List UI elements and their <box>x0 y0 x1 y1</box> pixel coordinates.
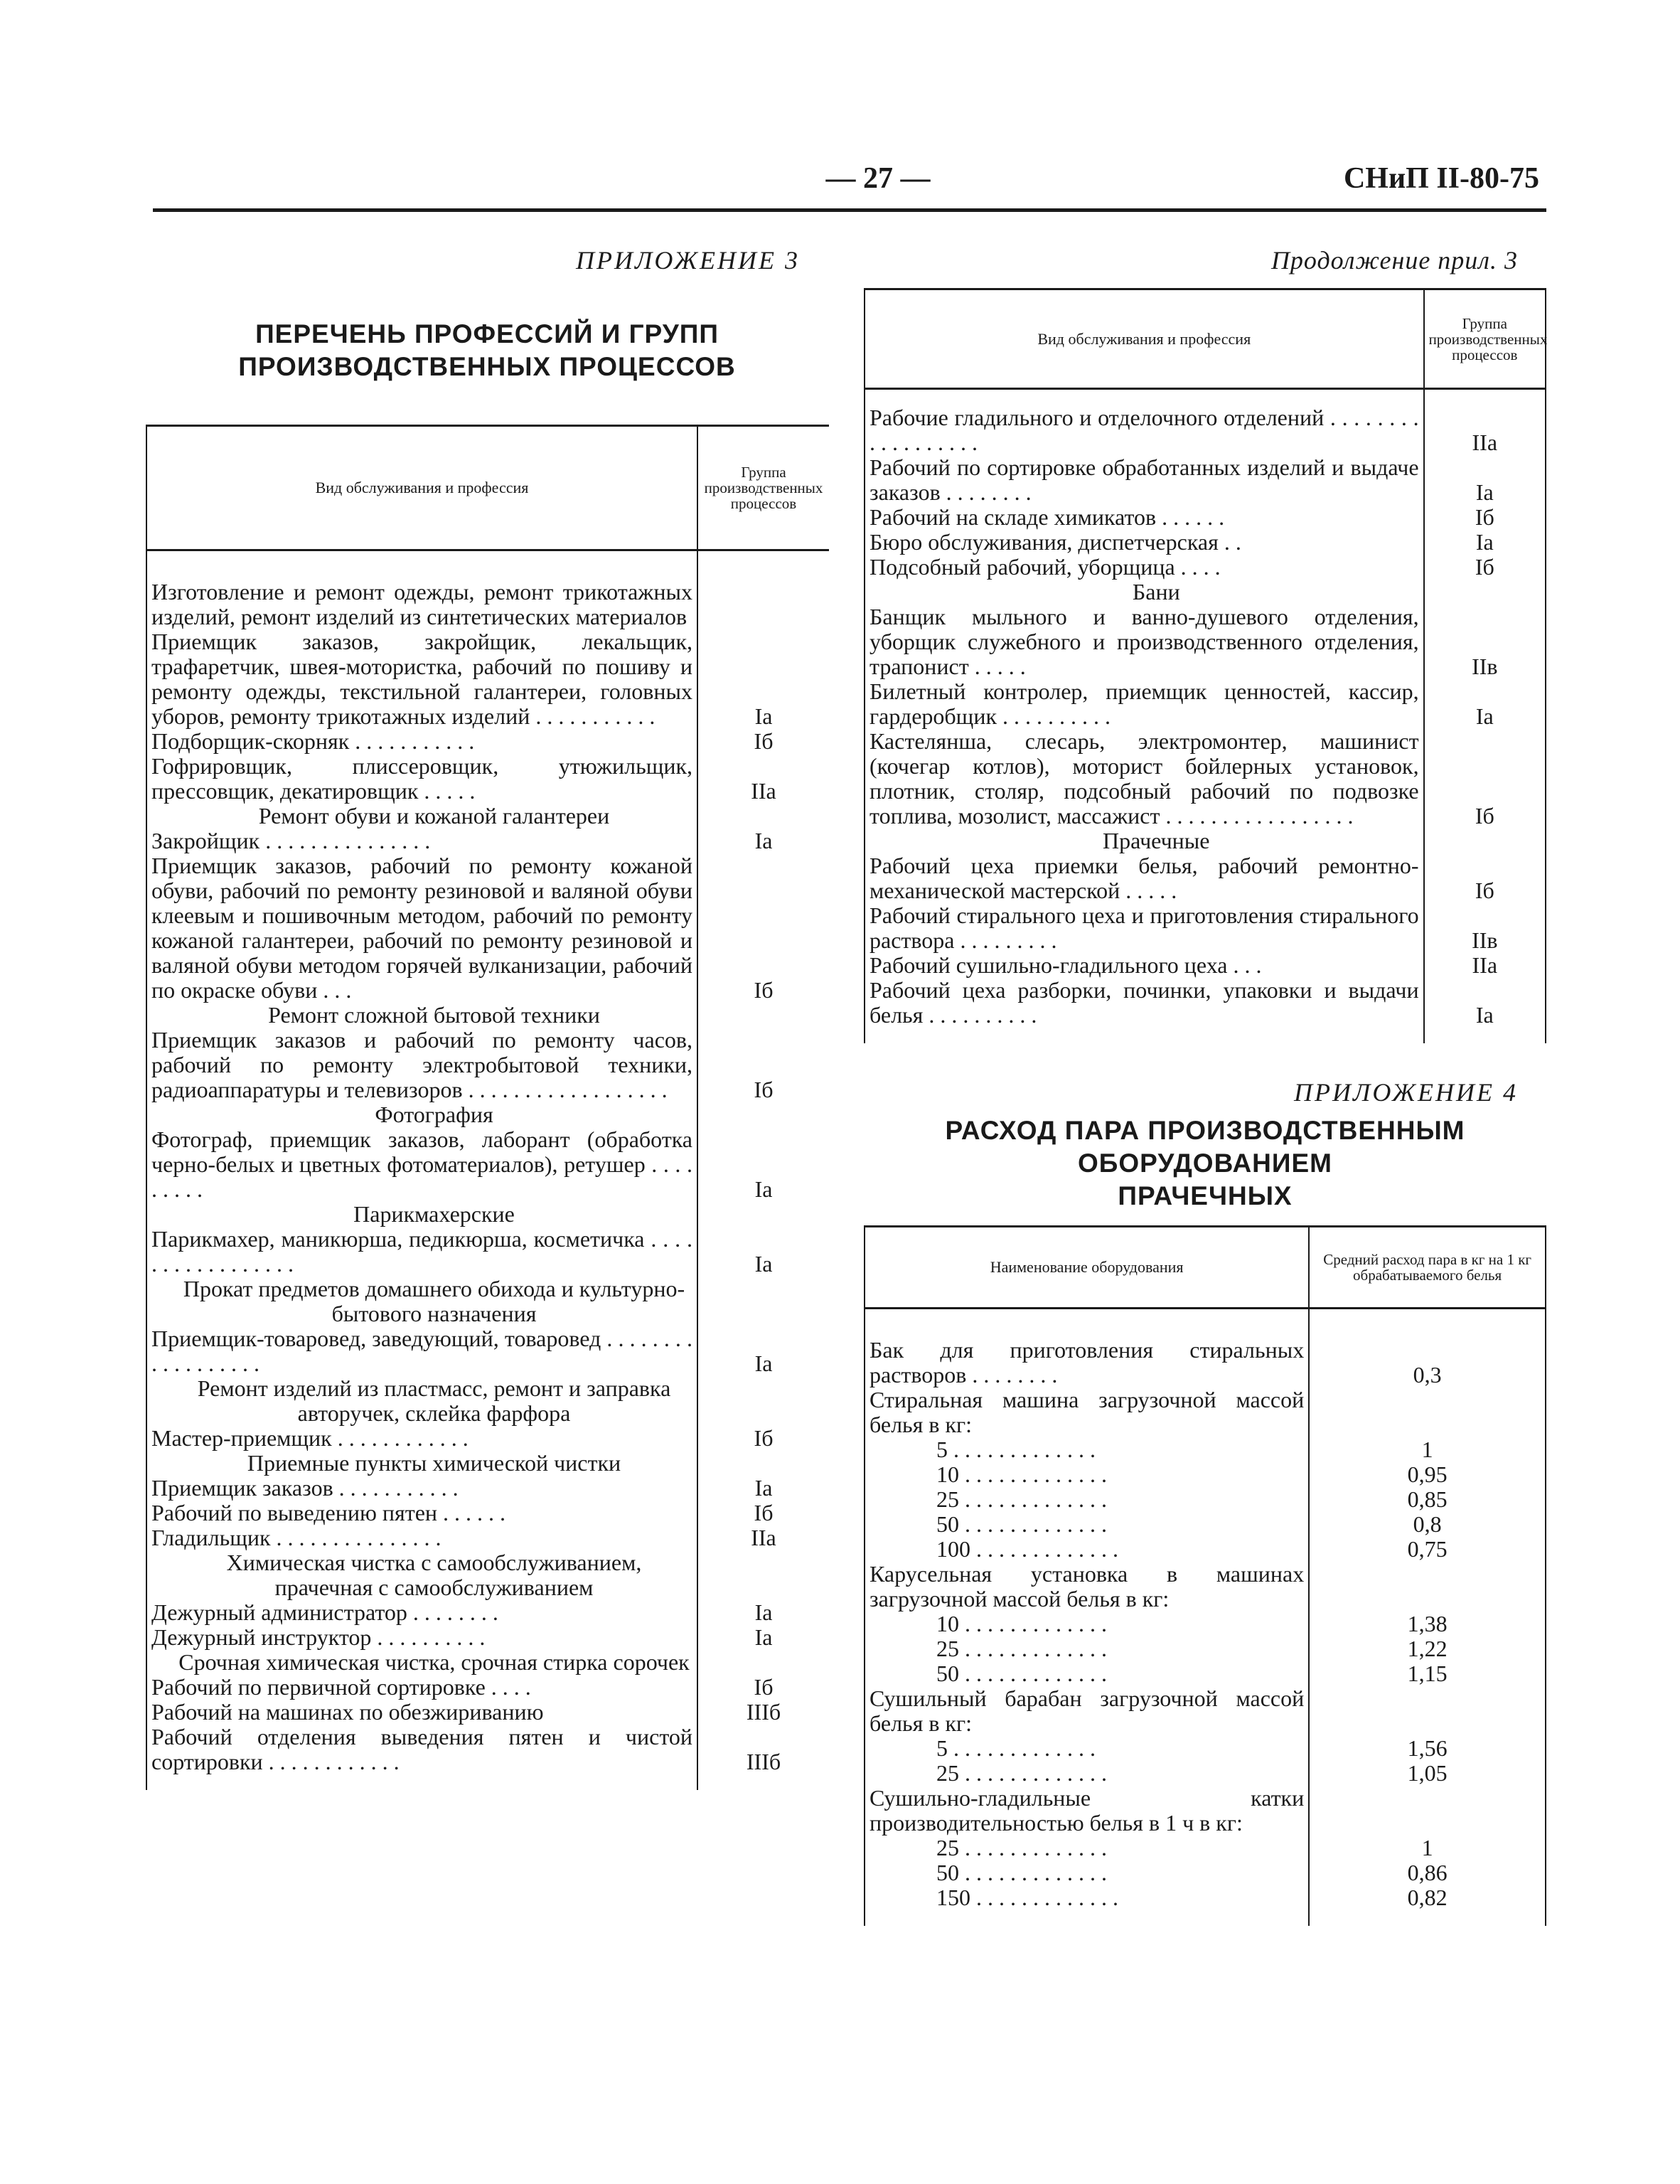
row-label: Гладильщик . . . . . . . . . . . . . . . <box>151 1525 442 1550</box>
row-label: 25 . . . . . . . . . . . . . <box>936 1636 1107 1661</box>
row-label: Рабочий на складе химикатов . . . . . . <box>870 504 1225 530</box>
section-heading-row <box>146 1102 829 1127</box>
row-group: Iа <box>697 1127 829 1202</box>
table-row <box>865 555 1546 580</box>
table-row <box>865 1636 1546 1661</box>
row-label: Банщик мыльного и ванно-душевого отделения, уборщик служебного и производственного отделения, трапонист . . . . . <box>870 604 1419 679</box>
row-group: Iа <box>697 829 829 853</box>
row-label: 100 . . . . . . . . . . . . . <box>936 1536 1118 1562</box>
table-row <box>865 1786 1546 1836</box>
table-row <box>865 1537 1546 1562</box>
row-label: Приемщик заказов и рабочий по ремонту часов, рабочий по ремонту электробытовой техники, радиоаппаратуры и телевизоров . . . . . . . . . . . . . . . . . . <box>151 1027 692 1102</box>
row-group <box>697 1102 829 1127</box>
row-label: Бюро обслуживания, диспетчерская . . <box>870 529 1241 555</box>
row-value: 1,15 <box>1309 1661 1546 1686</box>
table-row <box>865 1885 1546 1910</box>
row-group <box>697 1277 829 1326</box>
page-header <box>153 160 1546 212</box>
row-value <box>1309 1686 1546 1736</box>
column-header-equipment: Наименование оборудования <box>990 1258 1184 1276</box>
row-value: 1 <box>1309 1437 1546 1462</box>
row-value: 0,95 <box>1309 1462 1546 1487</box>
section-heading: Парикмахерские <box>353 1201 515 1227</box>
section-heading: Химическая чистка с самообслуживанием, прачечная с самообслуживанием <box>226 1550 642 1600</box>
professions-table <box>146 425 829 1790</box>
row-label: Рабочий отделения выведения пятен и чистой сортировки . . . . . . . . . . . . <box>151 1724 692 1774</box>
row-value: 0,75 <box>1309 1537 1546 1562</box>
professions-continuation-table-body <box>865 389 1546 1044</box>
row-value: 1,38 <box>1309 1612 1546 1636</box>
row-label: Фотограф, приемщик заказов, лаборант (обработка черно-белых и цветных фотоматериалов), ретушер . . . . . . . . . <box>151 1126 692 1202</box>
row-value: 0,82 <box>1309 1885 1546 1910</box>
table-row <box>865 1462 1546 1487</box>
table-row <box>146 1675 829 1700</box>
table-row <box>146 1476 829 1501</box>
table-row <box>865 679 1546 729</box>
table-row <box>865 1761 1546 1786</box>
table-row <box>865 1487 1546 1512</box>
row-value: 1 <box>1309 1836 1546 1860</box>
column-header-group: Группа производственных процессов <box>1424 289 1546 389</box>
row-label: Стиральная машина загрузочной массой белья в кг: <box>870 1387 1305 1437</box>
row-label: Приемщик заказов, закройщик, лекальщик, трафаретчик, швея-мотористка, рабочий по пошиву и ремонту одежды, текстильной галантереи, головных уборов, ремонту трикотажных изделий . . . . . . . . . . . <box>151 629 692 729</box>
table-row <box>146 580 829 629</box>
row-label: Рабочий стирального цеха и приготовления стирального раствора . . . . . . . . . <box>870 902 1419 953</box>
row-value: 0,85 <box>1309 1487 1546 1512</box>
section-heading-row <box>146 804 829 829</box>
table-row <box>865 1437 1546 1462</box>
right-column <box>864 245 1546 1926</box>
row-label: Дежурный инструктор . . . . . . . . . . <box>151 1624 486 1650</box>
row-group: IIIб <box>697 1700 829 1725</box>
row-label: Рабочий по сортировке обработанных изделий и выдаче заказов . . . . . . . . <box>870 454 1419 505</box>
row-label: 50 . . . . . . . . . . . . . <box>936 1661 1107 1686</box>
row-label: 50 . . . . . . . . . . . . . <box>936 1860 1107 1885</box>
table-row <box>865 729 1546 829</box>
section-heading: Прокат предметов домашнего обихода и культурно-бытового назначения <box>183 1276 685 1326</box>
row-value <box>1309 1786 1546 1836</box>
table-row <box>146 1525 829 1550</box>
table-row <box>865 1661 1546 1686</box>
appendix-3-title: ПЕРЕЧЕНЬ ПРОФЕССИЙ И ГРУПП ПРОИЗВОДСТВЕННЫХ ПРОЦЕССОВ <box>238 319 736 381</box>
column-header-group: Группа производственных процессов <box>697 426 829 550</box>
column-header-profession: Вид обслуживания и профессия <box>1037 329 1251 348</box>
row-label: Кастелянша, слесарь, электромонтер, машинист (кочегар котлов), моторист бойлерных установок, плотник, столяр, подсобный рабочий по подвозке топлива, мозолист, массажист . . . . . . . . . . . . . . . . . <box>870 728 1419 829</box>
row-label: 150 . . . . . . . . . . . . . <box>936 1885 1118 1910</box>
row-group <box>697 1376 829 1426</box>
table-row <box>865 978 1546 1028</box>
row-group: Iа <box>1424 978 1546 1028</box>
section-heading-row <box>146 1550 829 1600</box>
column-header-profession: Вид обслуживания и профессия <box>315 479 529 496</box>
row-label: Приемщик-товаровед, заведующий, товаровед . . . . . . . . . . . . . . . . . . <box>151 1326 692 1376</box>
section-heading-row <box>146 1277 829 1326</box>
row-label: Приемщик заказов, рабочий по ремонту кожаной обуви, рабочий по ремонту резиновой и валяной обуви клеевым и пошивочным методом, рабочий по ремонту кожаной галантереи, рабочий по ремонту резиновой и валяной обуви методом горячей вулканизации, рабочий по окраске обуви . . . <box>151 853 692 1003</box>
row-label: 25 . . . . . . . . . . . . . <box>936 1760 1107 1786</box>
row-label: Приемщик заказов . . . . . . . . . . . <box>151 1475 459 1501</box>
steam-consumption-table <box>864 1225 1546 1926</box>
table-row <box>865 455 1546 505</box>
row-group: IIв <box>1424 903 1546 953</box>
table-row <box>865 1836 1546 1860</box>
table-row <box>865 853 1546 903</box>
row-group: Iб <box>1424 853 1546 903</box>
row-label: 50 . . . . . . . . . . . . . <box>936 1511 1107 1537</box>
section-heading: Срочная химическая чистка, срочная стирка сорочек <box>178 1649 690 1675</box>
row-group: IIв <box>1424 604 1546 679</box>
section-heading-row <box>865 829 1546 853</box>
table-row <box>146 1700 829 1725</box>
table-row <box>865 405 1546 455</box>
section-heading-row <box>865 580 1546 604</box>
row-group <box>697 1451 829 1476</box>
row-group: Iа <box>1424 530 1546 555</box>
table-row <box>146 853 829 1003</box>
row-label: 5 . . . . . . . . . . . . . <box>936 1735 1096 1761</box>
table-row <box>146 1600 829 1625</box>
section-heading: Приемные пункты химической чистки <box>247 1450 621 1476</box>
row-label: Рабочий цеха приемки белья, рабочий ремонтно-механической мастерской . . . . . <box>870 853 1419 903</box>
table-row <box>146 629 829 729</box>
row-group: IIа <box>1424 405 1546 455</box>
column-header-steam-consumption: Средний расход пара в кг на 1 кг обрабатываемого белья <box>1309 1227 1546 1309</box>
table-row <box>865 505 1546 530</box>
row-label: Рабочий цеха разборки, починки, упаковки и выдачи белья . . . . . . . . . . <box>870 977 1419 1028</box>
table-row <box>146 1028 829 1102</box>
row-group: Iа <box>697 1625 829 1650</box>
document-code: СНиП II-80-75 <box>1343 162 1539 195</box>
section-heading: Ремонт обуви и кожаной галантереи <box>258 803 610 829</box>
row-label: Парикмахер, маникюрша, педикюрша, косметичка . . . . . . . . . . . . . . . . . <box>151 1226 692 1277</box>
row-value: 1,56 <box>1309 1736 1546 1761</box>
row-group: Iб <box>697 1501 829 1525</box>
appendix-3-label: ПРИЛОЖЕНИЕ 3 <box>576 246 800 275</box>
professions-continuation-table <box>864 288 1546 1043</box>
row-label: Карусельная установка в машинах загрузочной массой белья в кг: <box>870 1561 1305 1612</box>
table-row <box>865 1736 1546 1761</box>
row-group: Iа <box>697 1227 829 1277</box>
section-heading: Фотография <box>375 1102 493 1127</box>
table-row <box>146 1501 829 1525</box>
table-row <box>146 1326 829 1376</box>
row-group: Iб <box>697 729 829 754</box>
table-row <box>865 1512 1546 1537</box>
table-row <box>865 953 1546 978</box>
row-group <box>697 1650 829 1675</box>
row-value: 0,8 <box>1309 1512 1546 1537</box>
table-row <box>865 1686 1546 1736</box>
table-row <box>865 1562 1546 1612</box>
section-heading: Прачечные <box>1103 828 1210 853</box>
row-value: 1,22 <box>1309 1636 1546 1661</box>
row-label: Рабочий сушильно-гладильного цеха . . . <box>870 952 1262 978</box>
row-group: IIа <box>697 754 829 804</box>
row-label: Мастер-приемщик . . . . . . . . . . . . <box>151 1425 469 1451</box>
table-row <box>146 754 829 804</box>
row-label: Изготовление и ремонт одежды, ремонт трикотажных изделий, ремонт изделий из синтетических материалов <box>151 579 692 629</box>
table-row <box>146 1426 829 1451</box>
row-group: IIIб <box>697 1725 829 1774</box>
row-group: Iб <box>697 1426 829 1451</box>
table-row <box>146 1625 829 1650</box>
page-number: — 27 — <box>825 162 931 195</box>
row-label: 25 . . . . . . . . . . . . . <box>936 1486 1107 1512</box>
table-row <box>865 903 1546 953</box>
row-group <box>1424 829 1546 853</box>
row-value <box>1309 1387 1546 1437</box>
row-group: Iб <box>697 853 829 1003</box>
table-row <box>865 1338 1546 1387</box>
table-row <box>865 1387 1546 1437</box>
row-label: Рабочий на машинах по обезжириванию <box>151 1699 544 1725</box>
row-group <box>697 1202 829 1227</box>
appendix-4-title: РАСХОД ПАРА ПРОИЗВОДСТВЕННЫМ ОБОРУДОВАНИЕМ ПРАЧЕЧНЫХ <box>945 1116 1465 1210</box>
row-label: Подборщик-скорняк . . . . . . . . . . . <box>151 728 475 754</box>
row-value <box>1309 1562 1546 1612</box>
row-label: Рабочий по выведению пятен . . . . . . <box>151 1500 506 1525</box>
row-label: 5 . . . . . . . . . . . . . <box>936 1437 1096 1462</box>
section-heading: Бани <box>1132 579 1180 604</box>
row-group: Iб <box>697 1675 829 1700</box>
row-label: Рабочий по первичной сортировке . . . . <box>151 1674 531 1700</box>
row-label: Дежурный администратор . . . . . . . . <box>151 1599 498 1625</box>
row-group <box>697 1550 829 1600</box>
row-label: Бак для приготовления стиральных растворов . . . . . . . . <box>870 1337 1305 1387</box>
table-row <box>865 1860 1546 1885</box>
row-group: Iа <box>697 1600 829 1625</box>
row-label: 25 . . . . . . . . . . . . . <box>936 1835 1107 1860</box>
row-group <box>697 1003 829 1028</box>
section-heading-row <box>146 1376 829 1426</box>
row-group: Iа <box>697 1476 829 1501</box>
row-group: Iб <box>1424 729 1546 829</box>
row-value: 0,86 <box>1309 1860 1546 1885</box>
table-row <box>146 829 829 853</box>
appendix-4-label: ПРИЛОЖЕНИЕ 4 <box>1294 1078 1518 1107</box>
row-label: Билетный контролер, приемщик ценностей, кассир, гардеробщик . . . . . . . . . . <box>870 678 1419 729</box>
section-heading-row <box>146 1451 829 1476</box>
table-row <box>146 729 829 754</box>
row-group: Iа <box>697 1326 829 1376</box>
row-label: 10 . . . . . . . . . . . . . <box>936 1461 1107 1487</box>
table-row <box>865 604 1546 679</box>
table-row <box>865 1612 1546 1636</box>
section-heading-row <box>146 1003 829 1028</box>
row-label: Закройщик . . . . . . . . . . . . . . . <box>151 828 431 853</box>
section-heading-row <box>146 1202 829 1227</box>
row-label: Сушильный барабан загрузочной массой белья в кг: <box>870 1685 1305 1736</box>
row-group: IIа <box>1424 953 1546 978</box>
row-label: 10 . . . . . . . . . . . . . <box>936 1611 1107 1636</box>
table-row <box>146 1725 829 1774</box>
row-group <box>1424 580 1546 604</box>
section-heading-row <box>146 1650 829 1675</box>
row-group: Iа <box>1424 679 1546 729</box>
row-value: 1,05 <box>1309 1761 1546 1786</box>
row-group: Iб <box>1424 505 1546 530</box>
section-heading: Ремонт сложной бытовой техники <box>268 1002 600 1028</box>
table-row <box>146 1127 829 1202</box>
row-label: Гофрировщик, плиссеровщик, утюжильщик, прессовщик, декатировщик . . . . . <box>151 753 692 804</box>
row-label: Сушильно-гладильные катки производительностью белья в 1 ч в кг: <box>870 1785 1305 1836</box>
row-group: Iа <box>1424 455 1546 505</box>
row-group: Iб <box>697 1028 829 1102</box>
row-group: IIа <box>697 1525 829 1550</box>
professions-table-body <box>146 550 829 1791</box>
row-group <box>697 580 829 629</box>
appendix-3-continuation-label: Продолжение прил. 3 <box>1270 246 1518 275</box>
row-group: Iа <box>697 629 829 729</box>
section-heading: Ремонт изделий из пластмасс, ремонт и заправка авторучек, склейка фарфора <box>197 1375 671 1426</box>
row-group: Iб <box>1424 555 1546 580</box>
table-row <box>865 530 1546 555</box>
table-row <box>146 1227 829 1277</box>
steam-consumption-table-body <box>865 1309 1546 1927</box>
left-column <box>146 245 828 1790</box>
row-group <box>697 804 829 829</box>
row-value: 0,3 <box>1309 1338 1546 1387</box>
row-label: Рабочие гладильного и отделочного отделений . . . . . . . . . . . . . . . . . . <box>870 405 1419 455</box>
row-label: Подсобный рабочий, уборщица . . . . <box>870 554 1221 580</box>
